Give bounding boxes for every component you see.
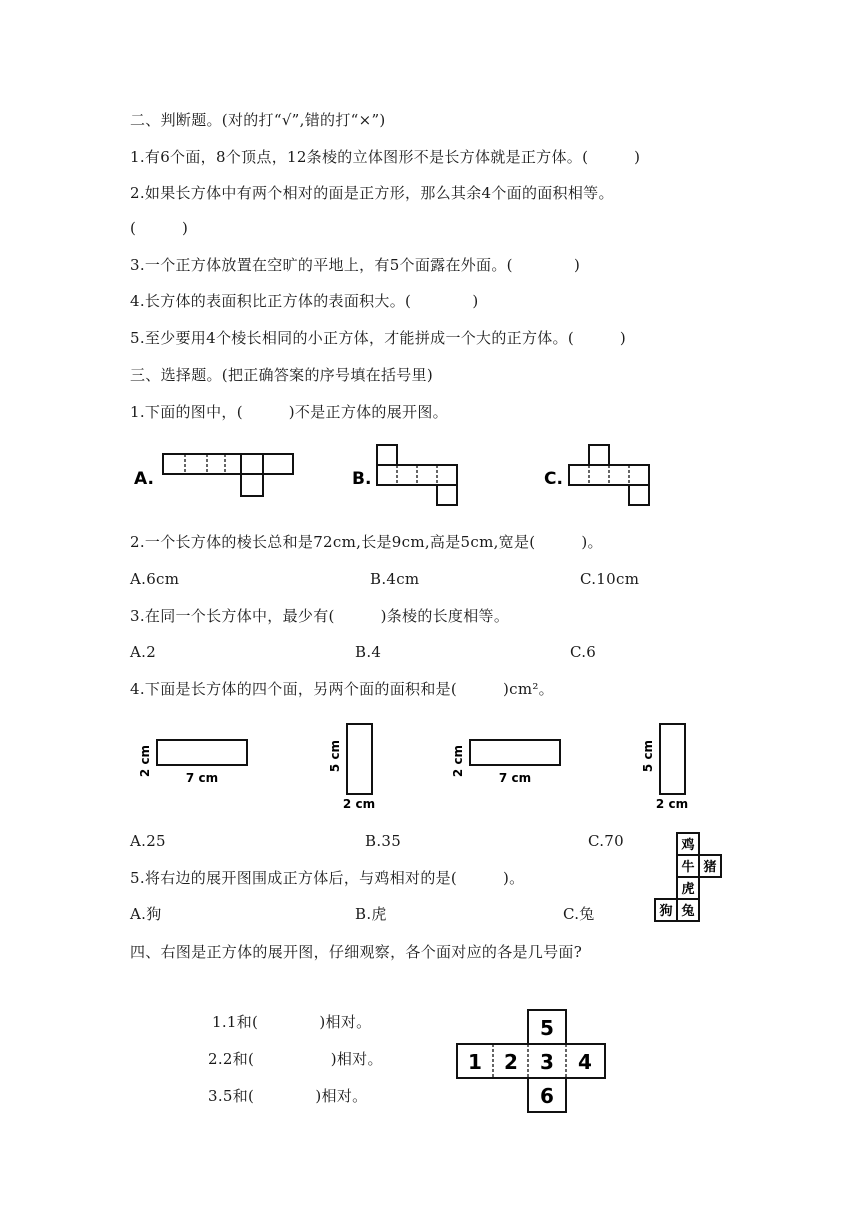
section-3-heading: 三、选择题。(把正确答案的序号填在括号里)	[130, 366, 434, 384]
face-rect-4	[638, 718, 698, 810]
net-face-tiger: 虎	[681, 882, 695, 897]
choice-question-1: 1.下面的图中，( )不是正方体的展开图。	[130, 403, 448, 421]
net-label-a: A.	[134, 469, 154, 489]
section-2-heading: 二、判断题。(对的打“√”,错的打“×”)	[130, 111, 386, 129]
net-face-ox: 牛	[681, 860, 695, 875]
net-number-6: 6	[540, 1084, 554, 1108]
net-question-2: 2.2和( )相对。	[208, 1050, 383, 1068]
net-figure-a	[130, 440, 270, 500]
net-label-c: C.	[544, 469, 563, 489]
q3-option-c: C.6	[570, 643, 597, 661]
judge-question-2: 2.如果长方体中有两个相对的面是正方形，那么其余4个面的面积相等。	[130, 184, 614, 202]
net-number-1: 1	[468, 1050, 482, 1074]
q4-option-c: C.70	[588, 832, 624, 850]
zodiac-net	[650, 830, 720, 925]
face-2-side-label: 5 cm	[328, 739, 342, 773]
judge-question-5: 5.至少要用4个棱长相同的小正方体，才能拼成一个大的正方体。( )	[130, 329, 627, 347]
face-4-bottom-label: 2 cm	[655, 797, 689, 811]
net-number-4: 4	[578, 1050, 592, 1074]
face-rect-3	[448, 730, 573, 785]
face-2-bottom-label: 2 cm	[342, 797, 376, 811]
net-figure-c	[540, 440, 670, 510]
q3-option-b: B.4	[355, 643, 382, 661]
choice-question-4: 4.下面是长方体的四个面，另两个面的面积和是( )cm²。	[130, 680, 554, 698]
judge-question-3: 3.一个正方体放置在空旷的平地上，有5个面露在外面。( )	[130, 256, 581, 274]
net-number-5: 5	[540, 1016, 554, 1040]
q4-option-b: B.35	[365, 832, 402, 850]
choice-question-3: 3.在同一个长方体中，最少有( )条棱的长度相等。	[130, 607, 510, 625]
face-3-side-label: 2 cm	[451, 744, 465, 778]
face-rect-1	[135, 730, 260, 785]
net-face-pig: 猪	[703, 860, 717, 875]
q2-option-a: A.6cm	[130, 570, 180, 588]
section-4-heading: 四、右图是正方体的展开图，仔细观察，各个面对应的各是几号面?	[130, 943, 583, 961]
face-3-bottom-label: 7 cm	[498, 771, 532, 785]
q3-option-a: A.2	[130, 643, 157, 661]
choice-question-5: 5.将右边的展开图围成正方体后，与鸡相对的是( )。	[130, 869, 525, 887]
judge-question-4: 4.长方体的表面积比正方体的表面积大。( )	[130, 292, 479, 310]
net-face-chicken: 鸡	[681, 838, 695, 853]
face-1-side-label: 2 cm	[138, 744, 152, 778]
face-4-side-label: 5 cm	[641, 739, 655, 773]
numbered-cube-net	[450, 1005, 610, 1117]
q4-option-a: A.25	[130, 832, 166, 850]
face-1-bottom-label: 7 cm	[185, 771, 219, 785]
net-face-rabbit: 兔	[681, 904, 695, 919]
judge-question-2-answer: ( )	[130, 219, 189, 237]
q5-option-a: A.狗	[130, 905, 162, 923]
q5-option-c: C.兔	[563, 905, 595, 923]
net-label-b: B.	[352, 469, 372, 489]
q2-option-c: C.10cm	[580, 570, 640, 588]
choice-question-2: 2.一个长方体的棱长总和是72cm,长是9cm,高是5cm,宽是( )。	[130, 533, 603, 551]
net-question-3: 3.5和( )相对。	[208, 1087, 368, 1105]
net-number-2: 2	[504, 1050, 518, 1074]
net-face-dog: 狗	[659, 904, 673, 919]
net-figure-b	[350, 440, 470, 510]
judge-question-1: 1.有6个面，8个顶点，12条棱的立体图形不是长方体就是正方体。( )	[130, 148, 641, 166]
q5-option-b: B.虎	[355, 905, 387, 923]
net-question-1: 1.1和( )相对。	[212, 1013, 372, 1031]
net-number-3: 3	[540, 1050, 554, 1074]
q2-option-b: B.4cm	[370, 570, 420, 588]
face-rect-2	[325, 718, 385, 810]
